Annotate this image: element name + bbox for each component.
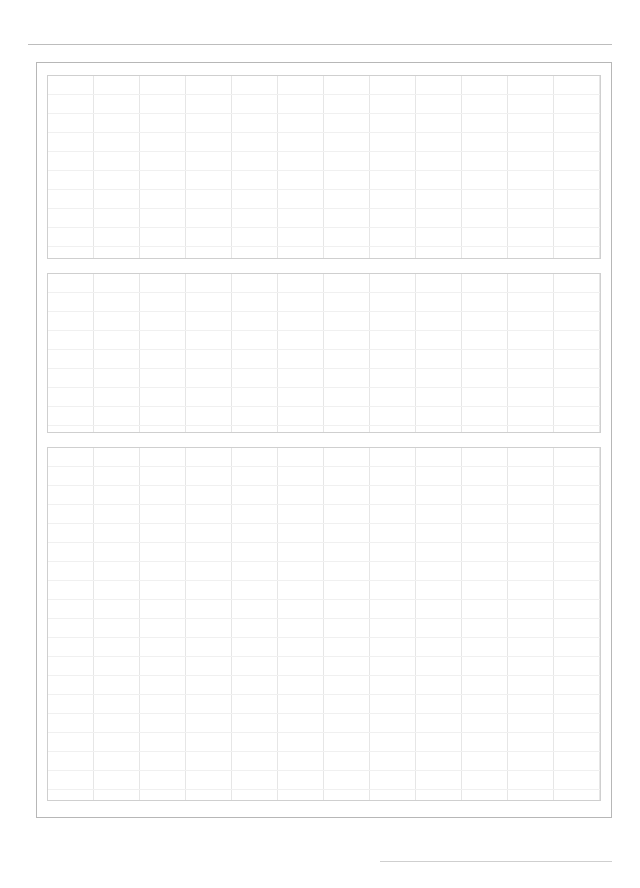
page-header [28, 24, 612, 45]
page-footer [380, 845, 612, 862]
table-rows [48, 76, 600, 258]
table-rows [48, 448, 600, 800]
table-rows [48, 274, 600, 432]
table-block-2 [47, 273, 601, 433]
document-body [36, 62, 612, 818]
table-block-3 [47, 447, 601, 801]
table-block-1 [47, 75, 601, 259]
